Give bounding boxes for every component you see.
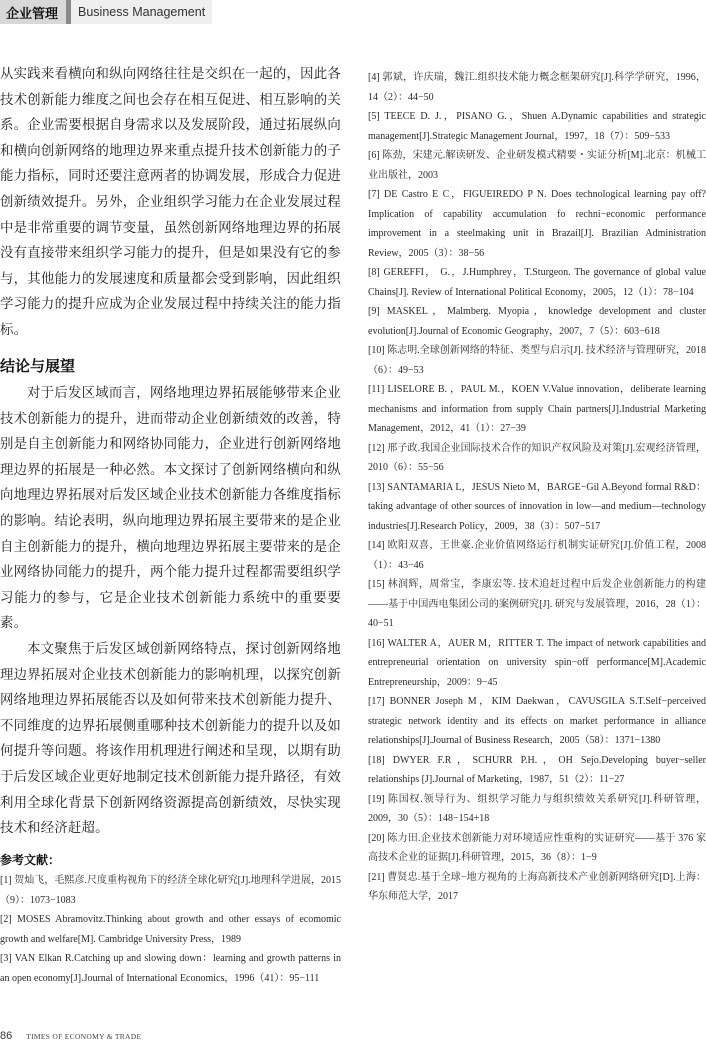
reference-item: [4] 郭斌，许庆瑞，魏江.组织技术能力概念框架研究[J].科学学研究，1996，14（2）：44−50 xyxy=(368,72,706,103)
reference-item: [2] MOSES Abramovitz.Thinking about growth and other essays of ecomomic growth and welfare[M]. Cambridge University Press，1989 xyxy=(0,914,341,945)
body-paragraph-2: 对于后发区域而言，网络地理边界拓展能够带来企业技术创新能力的提升，进而带动企业创新绩效的改善，特别是自主创新能力和网络协同能力，企业进行创新网络地理边界的拓展是一种必然。本文探讨了创新网络横向和纵向地理边界拓展对后发区域企业技术创新能力各维度指标的影响。结论表明，纵向地理边界拓展主要带来的是企业自主创新能力的提升，横向地理边界拓展主要带来的是企业网络协同能力的提升，两个能力提升过程都需要组织学习能力的参与，它是企业技术创新能力系统中的重要要素。 xyxy=(0,386,341,632)
reference-item: [16] WALTER A，AUER M，RITTER T. The impact of network capabilities and entrepreneurial orientation on university spin−off performance[M].Academic Entrepreneurship，2009：9−45 xyxy=(368,637,706,688)
references-right xyxy=(368,68,706,907)
reference-item: [3] VAN Elkan R.Catching up and slowing down：learning and growth patterns in an open economy[J].Journal of International Economics，1996（41）：95−111 xyxy=(0,953,341,984)
reference-item: [17] BONNER Joseph M，KIM Daekwan，CAVUSGILA S.T.Self−perceived strategic network identity and its effects on market performance in alliance relationships[J].Journal of Business Research，2005（58）：1371−1380 xyxy=(368,696,706,746)
reference-item: [18] DWYER F.R，SCHURR P.H.，OH Sejo.Developing buyer−seller relationships [J].Journal of Marketing，1987，51（2）：11−27 xyxy=(368,754,706,785)
section-tag-en: Business Management xyxy=(71,0,212,24)
left-column-conclusion xyxy=(0,381,341,842)
references-left xyxy=(0,871,341,988)
page-number: 86 xyxy=(0,1030,13,1042)
left-column-top xyxy=(0,62,341,344)
reference-item: [7] DE Castro E C，FIGUEIREDO P N. Does technological learning pay off? Implication of capability accumulation fo rechni−economic performance improvement in a steelmaking unit in Brazail[J]. Brazilian Administration Review，2005（3）：38−56 xyxy=(368,189,706,259)
reference-item: [14] 欧阳双喜，王世豪.企业价值网络运行机制实证研究[J].价值工程，2008（1）：43−46 xyxy=(368,540,706,571)
reference-item: [8] GEREFFI， G.，J.Humphrey，T.Sturgeon. The governance of global value Chains[J]. Review of International Political Economy，2005，12（1）：78−104 xyxy=(368,267,706,298)
body-paragraph-1: 从实践来看横向和纵向网络往往是交织在一起的，因此各技术创新能力维度之间也会存在相互促进、相互影响的关系。企业需要根据自身需求以及发展阶段，通过拓展纵向和横向创新网络的地理边界来重点提升技术创新能力的子能力指标，同时还要注意两者的协调发展，形成合力促进创新绩效提升。另外，企业组织学习能力在企业发展过程中是非常重要的调节变量，虽然创新网络地理边界的拓展没有直接带来组织学习能力的提升，但是如果没有它的参与，其他能力的发展速度和质量都会受到影响，因此组织学习能力的提升应成为企业发展过程中持续关注的能力指标。 xyxy=(0,67,341,338)
page-footer xyxy=(0,1030,141,1042)
reference-item: [10] 陈志明.全球创新网络的特征、类型与启示[J]. 技术经济与管理研究，2018（6）：49−53 xyxy=(368,345,706,376)
reference-item: [15] 林润辉，周常宝，李康宏等. 技术追赶过程中后发企业创新能力的构建——基于中国西电集团公司的案例研究[J]. 研究与发展管理，2016，28（1）：40−51 xyxy=(368,579,706,629)
page-header xyxy=(0,0,212,24)
reference-item: [12] 邢子政.我国企业国际技术合作的知识产权风险及对策[J].宏观经济管理，2010（6）：55−56 xyxy=(368,442,706,473)
body-paragraph-3: 本文聚焦于后发区域创新网络特点，探讨创新网络地理边界拓展对企业技术创新能力的影响机理，以探究创新网络地理边界拓展能否以及如何带来技术创新能力提升、不同维度的边界拓展侧重哪种技术创新能力的提升以及如何提升等问题。将该作用机理进行阐述和呈现，以期有助于后发区域企业更好地制定技术创新能力提升路径，有效利用全球化背景下创新网络资源提高创新绩效，尽快实现技术和经济赶超。 xyxy=(0,641,341,837)
section-heading-conclusion: 结论与展望 xyxy=(0,357,76,375)
reference-item: [13] SANTAMARIA L，JESUS Nieto M，BARGE−Gil A.Beyond formal R&D：taking advantage of other sources of innovation in low—and medium—technology industries[J].Research Policy，2009，38（3）：507−517 xyxy=(368,481,706,532)
journal-name: TIMES OF ECONOMY & TRADE xyxy=(26,1032,142,1041)
reference-item: [20] 陈力田.企业技术创新能力对环境适应性重构的实证研究——基于 376 家高技术企业的证据[J].科研管理，2015，36（8）：1−9 xyxy=(368,832,706,863)
reference-item: [5] TEECE D. J.，PISANO G.，Shuen A.Dynamic capabilities and strategic management[J].Strategic Management Journal，1997，18（7）：509−533 xyxy=(368,111,706,142)
reference-item: [19] 陈国权.领导行为、组织学习能力与组织绩效关系研究[J].科研管理，2009，30（5）：148−154+18 xyxy=(368,793,706,824)
reference-item: [1] 贺灿飞，毛熙彦.尺度重构视角下的经济全球化研究[J].地理科学进展，2015（9）：1073−1083 xyxy=(0,875,341,906)
reference-item: [21] 曹贤忠.基于全球−地方视角的上海高新技术产业创新网络研究[D].上海：华东师范大学，2017 xyxy=(368,871,706,902)
references-heading: 参考文献： xyxy=(0,853,61,867)
reference-item: [11] LISELORE B. ，PAUL M.，KOEN V.Value innovation，deliberate learning mechanisms and information from supply Chain partners[J].Industrial Marketing Management，2012，41（1）：27−39 xyxy=(368,384,706,434)
reference-item: [9] MASKEL，Malmberg. Myopia，knowledge development and cluster evolution[J].Journal of Economic Geography，2007，7（5）：603−618 xyxy=(368,306,706,337)
section-tag-cn: 企业管理 xyxy=(0,0,66,24)
reference-item: [6] 陈劲，宋建元.解读研发、企业研发模式精要・实证分析[M].北京：机械工业出版社，2003 xyxy=(368,150,706,181)
